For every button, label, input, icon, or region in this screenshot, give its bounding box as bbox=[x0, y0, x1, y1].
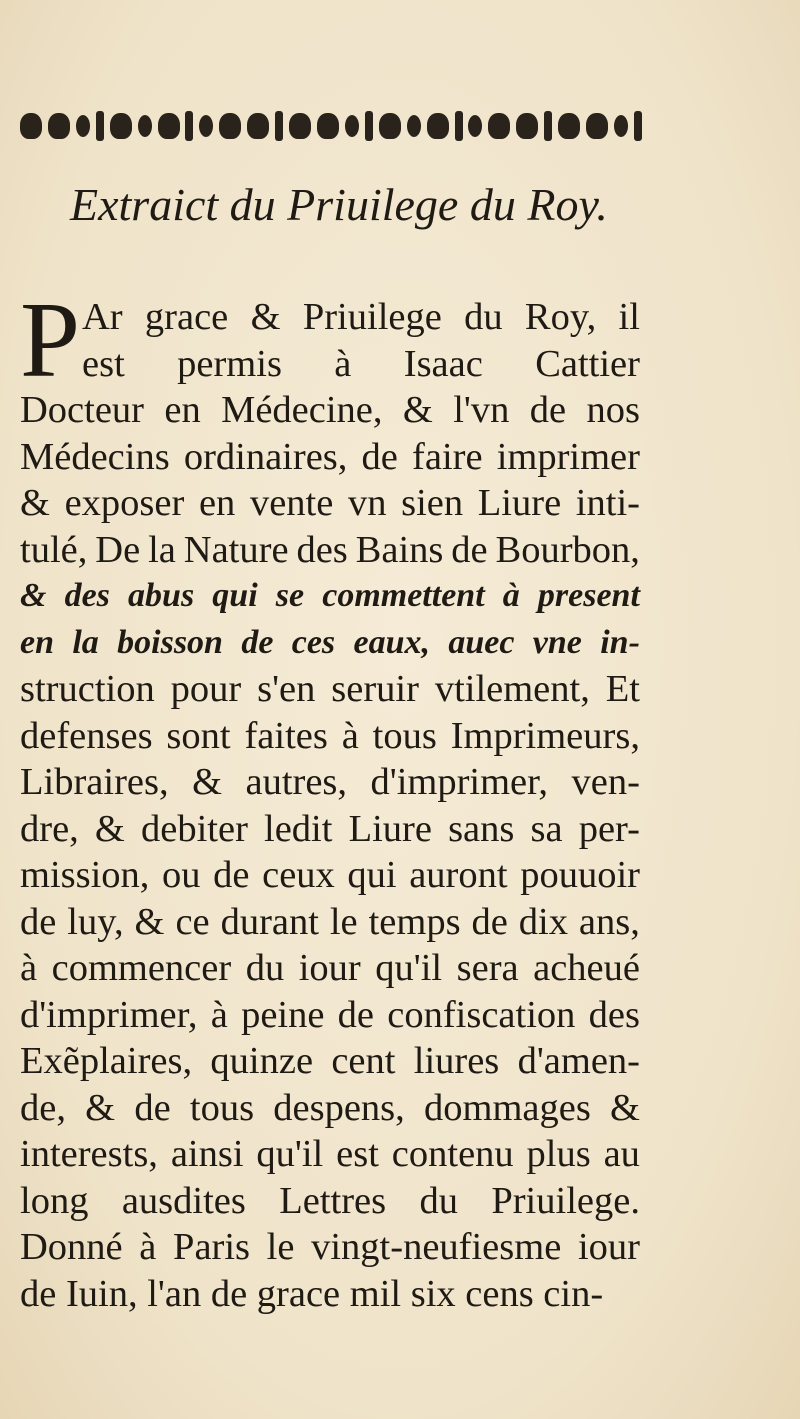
text-line: long ausdites Lettres du Priuilege. bbox=[20, 1179, 640, 1222]
text-line: mission, ou de ceux qui auront pouuoir bbox=[20, 854, 640, 896]
text-line: en la boisson de ces eaux, auec vne in- bbox=[20, 623, 640, 661]
text-line: est permis à Isaac Cattier bbox=[82, 342, 640, 385]
text-line: Médecins ordinaires, de faire imprimer bbox=[20, 435, 640, 478]
drop-capital: P bbox=[20, 281, 81, 400]
text-line: dre, & debiter ledit Liure sans sa per- bbox=[20, 807, 640, 850]
text-line: tulé, De la Nature des Bains de Bourbon, bbox=[20, 528, 640, 571]
text-line: Libraires, & autres, d'imprimer, ven- bbox=[20, 761, 640, 803]
text-line: defenses sont faites à tous Imprimeurs, bbox=[20, 714, 640, 757]
privilege-text bbox=[20, 281, 640, 1317]
text-line: de, & de tous despens, dommages & bbox=[20, 1086, 640, 1129]
text-line: de luy, & ce durant le temps de dix ans, bbox=[20, 900, 640, 943]
text-line: Exẽplaires, quinze cent liures d'amen- bbox=[20, 1040, 640, 1082]
text-line: à commencer du iour qu'il sera acheué bbox=[20, 947, 640, 989]
text-line: Donné à Paris le vingt-neufiesme iour bbox=[20, 1226, 640, 1268]
text-line: & des abus qui se commettent à present bbox=[20, 577, 640, 614]
text-line: Docteur en Médecine, & l'vn de nos bbox=[20, 389, 640, 431]
text-line: & exposer en vente vn sien Liure inti- bbox=[20, 482, 640, 524]
text-line: de Iuin, l'an de grace mil six cens cin- bbox=[20, 1272, 604, 1315]
text-line: interests, ainsi qu'il est contenu plus au bbox=[20, 1133, 640, 1175]
page-title: Extraict du Priuilege du Roy. bbox=[70, 179, 608, 230]
text-line: d'imprimer, à peine de confiscation des bbox=[20, 993, 640, 1036]
text-line: struction pour s'en seruir vtilement, Et bbox=[20, 668, 640, 710]
ornamental-headpiece bbox=[20, 108, 642, 144]
text-line: Ar grace & Priuilege du Roy, il bbox=[82, 296, 640, 338]
